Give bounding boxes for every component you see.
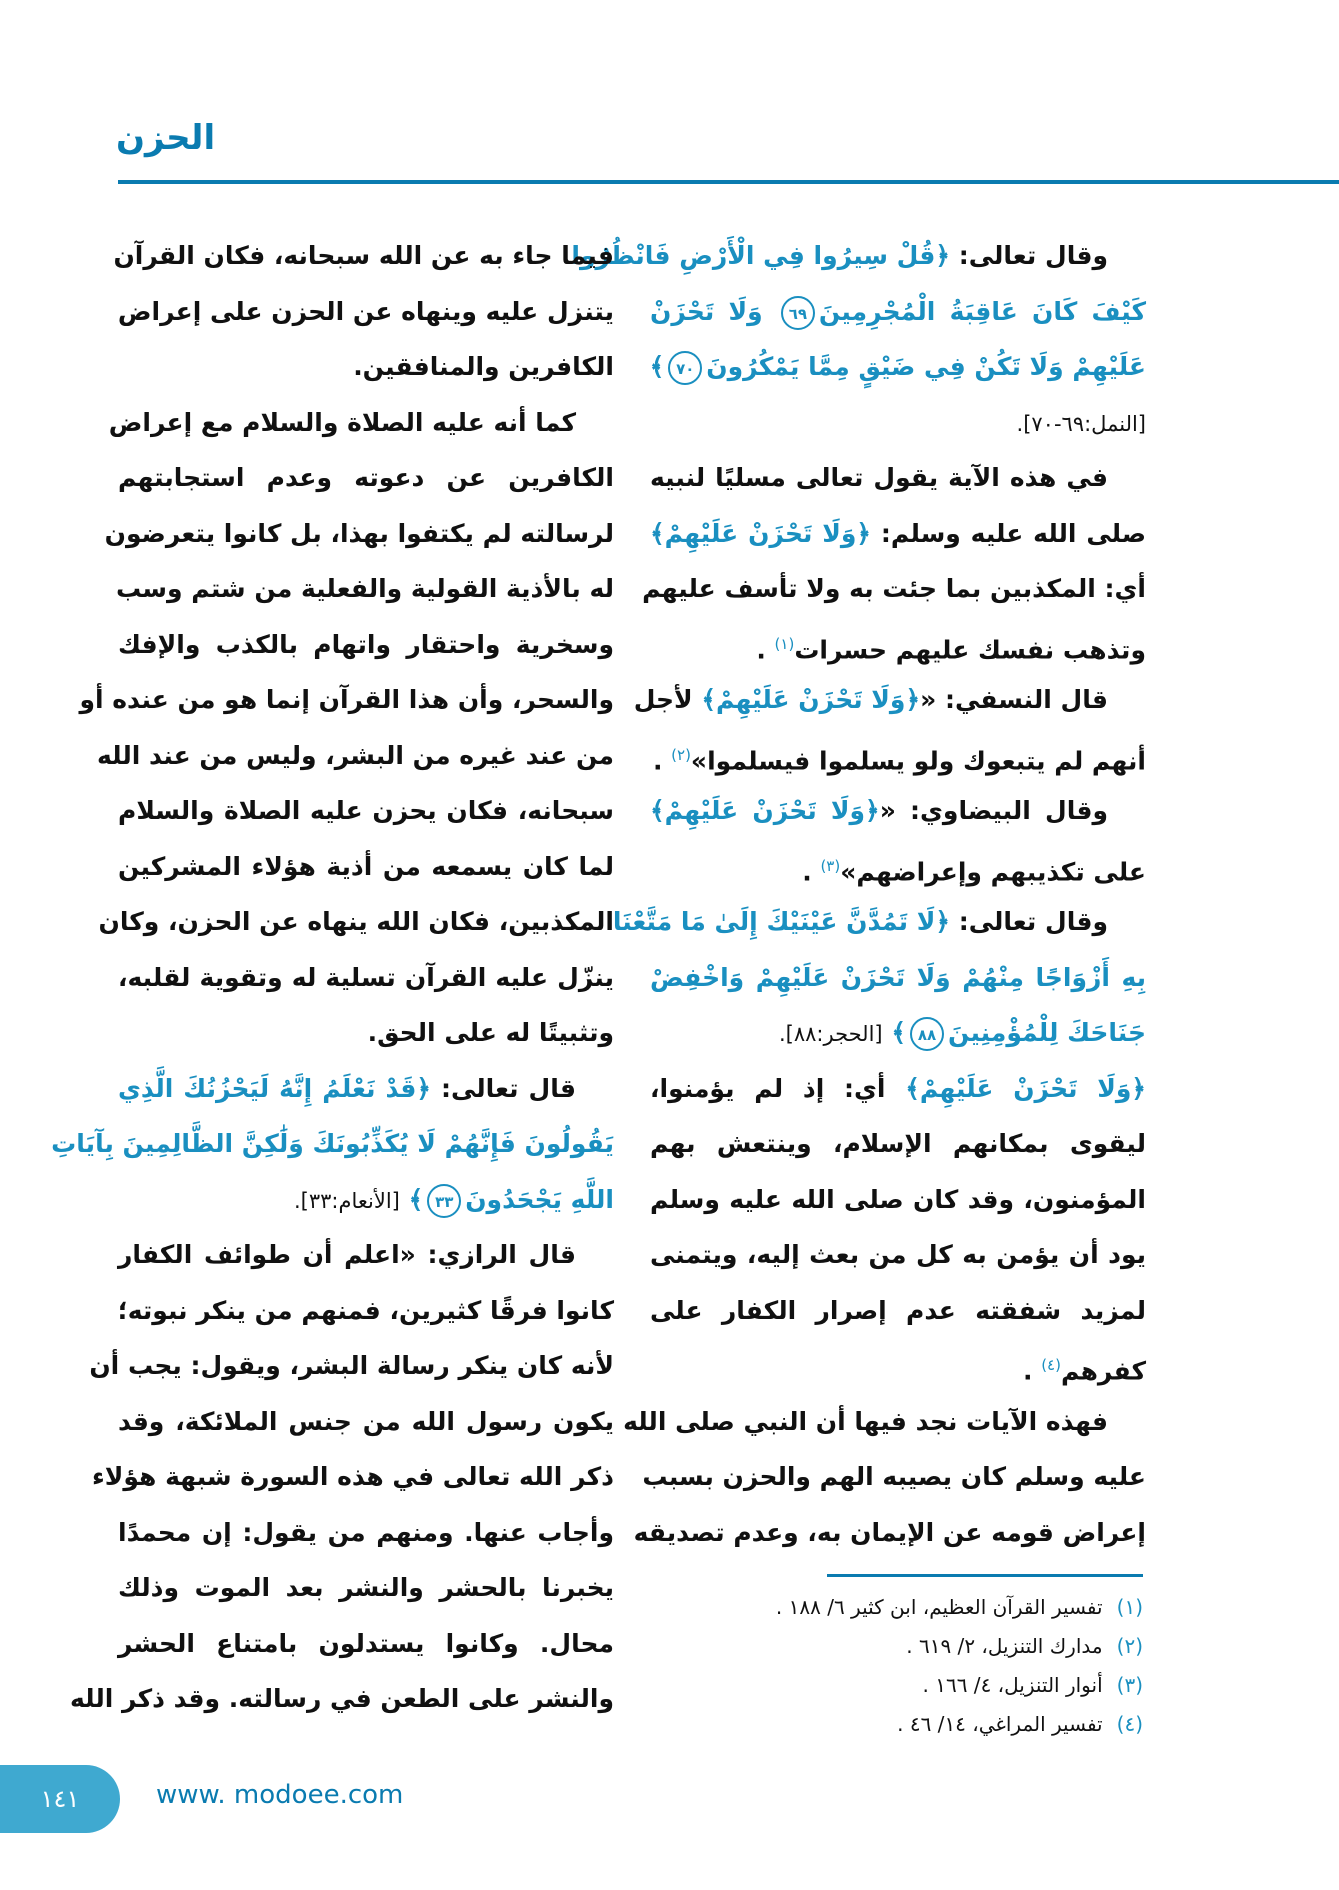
body-text: كانوا فرقًا كثيرين، فمنهم من ينكر نبوته؛ bbox=[117, 1295, 614, 1325]
chapter-title: الحزن bbox=[116, 118, 216, 158]
text-line bbox=[118, 783, 614, 839]
body-text: المؤمنون، وقد كان صلى الله عليه وسلم bbox=[650, 1184, 1146, 1214]
text-line bbox=[96, 728, 614, 784]
text-line bbox=[623, 1394, 1146, 1450]
body-text: لمزيد شفقته عدم إصرار الكفار على bbox=[650, 1295, 1146, 1325]
quran-verse: ﴿لَا تَمُدَّنَّ عَيْنَيْكَ إِلَىٰ مَا مَتَّعْنَا bbox=[612, 907, 951, 936]
body-text: ينزّل عليه القرآن تسلية له وتقوية لقلبه، bbox=[118, 962, 614, 992]
body-text: لأنه كان ينكر رسالة البشر، ويقول: يجب أن bbox=[89, 1351, 614, 1380]
body-text: يخبرنا بالحشر والنشر بعد الموت وذلك bbox=[118, 1573, 614, 1602]
text-line bbox=[642, 561, 1146, 617]
body-text: وقال تعالى: bbox=[950, 241, 1108, 270]
body-text: وأجاب عنها. ومنهم من يقول: إن محمدًا bbox=[118, 1517, 614, 1547]
text-line bbox=[118, 339, 614, 395]
quran-verse: ﴿وَلَا تَحْزَنْ عَلَيْهِمْ﴾ bbox=[650, 796, 880, 825]
body-text: له بالأذية القولية والفعلية من شتم وسب bbox=[115, 574, 614, 603]
verse-citation: [الأنعام:٣٣]. bbox=[293, 1188, 400, 1213]
text-line bbox=[118, 1616, 614, 1672]
body-text: محال. وكانوا يستدلون بامتناع الحشر bbox=[118, 1628, 614, 1658]
body-text: في هذه الآية يقول تعالى مسليًا لنبيه bbox=[650, 463, 1108, 492]
text-line bbox=[118, 1061, 614, 1117]
body-text: كما أنه عليه الصلاة والسلام مع إعراض bbox=[108, 407, 576, 437]
quran-verse: بِهِ أَزْوَاجًا مِنْهُمْ وَلَا تَحْزَنْ عَلَيْهِمْ وَاخْفِضْ bbox=[650, 962, 1146, 992]
body-text: يود أن يؤمن به كل من بعث إليه، ويتمنى bbox=[650, 1240, 1146, 1269]
text-line bbox=[633, 1505, 1146, 1561]
footnote-number: (٤) bbox=[1116, 1712, 1143, 1736]
text-line bbox=[118, 1505, 614, 1561]
text-line bbox=[633, 672, 1146, 728]
body-text: كفرهم bbox=[1060, 1356, 1146, 1386]
text-line bbox=[650, 617, 1146, 673]
text-line bbox=[650, 1116, 1146, 1172]
footnote-number: (٣) bbox=[1116, 1673, 1143, 1697]
footnote-number: (٢) bbox=[1116, 1634, 1143, 1658]
verse-citation: [النمل:٦٩-٧٠]. bbox=[1016, 411, 1146, 436]
body-text: قال الرازي: «اعلم أن طوائف الكفار bbox=[118, 1240, 576, 1269]
body-text: أي: المكذبين بما جئت به ولا تأسف عليهم bbox=[642, 574, 1146, 603]
text-line bbox=[118, 1394, 614, 1450]
text-line bbox=[98, 894, 614, 950]
text-line bbox=[650, 284, 1146, 340]
text-line bbox=[118, 284, 614, 340]
quran-verse: يَقُولُونَ فَإِنَّهُمْ لَا يُكَذِّبُونَكَ وَلَٰكِنَّ الظَّالِمِينَ بِآيَاتِ bbox=[51, 1129, 614, 1158]
body-text: لما كان يسمعه من أذية هؤلاء المشركين bbox=[118, 851, 614, 881]
body-text: لأجل bbox=[633, 685, 702, 714]
body-text: وقال البيضاوي: « bbox=[879, 796, 1108, 825]
footnote-number: (١) bbox=[1116, 1595, 1143, 1619]
quran-verse: عَلَيْهِمْ وَلَا تَكُنْ فِي ضَيْقٍ مِمَّا يَمْكُرُونَ bbox=[706, 352, 1146, 381]
text-line bbox=[650, 339, 1146, 395]
text-line bbox=[650, 1172, 1146, 1228]
text-line bbox=[650, 506, 1146, 562]
text-line bbox=[571, 228, 1146, 284]
footnote-rule bbox=[827, 1574, 1143, 1577]
body-text: المكذبين، فكان الله ينهاه عن الحزن، وكان bbox=[98, 907, 614, 936]
text-line bbox=[650, 728, 1146, 784]
page-number-badge: ١٤١ bbox=[0, 1765, 120, 1833]
text-line bbox=[118, 1005, 614, 1061]
body-text: يكون رسول الله من جنس الملائكة، وقد bbox=[118, 1406, 614, 1436]
body-text: فيما جاء به عن الله سبحانه، فكان القرآن bbox=[113, 241, 614, 270]
text-line bbox=[118, 1172, 614, 1228]
body-text: والسحر، وأن هذا القرآن إنما هو من عنده أو bbox=[79, 685, 614, 714]
right-text-column bbox=[571, 228, 1147, 1560]
body-text: لرسالته لم يكتفوا بهذا، بل كانوا يتعرضون bbox=[104, 518, 614, 548]
ayah-number-marker: ٦٩ bbox=[781, 296, 815, 330]
text-line bbox=[650, 395, 1146, 451]
text-line bbox=[650, 1227, 1146, 1283]
footnote-ref[interactable]: (٣) bbox=[820, 856, 841, 875]
footnote-ref[interactable]: (٢) bbox=[671, 745, 691, 764]
footnote-text: أنوار التنزيل، ٤/ ١٦٦ . bbox=[922, 1673, 1103, 1697]
quran-verse: ﴿وَلَا تَحْزَنْ عَلَيْهِمْ﴾ bbox=[650, 518, 872, 548]
text-line bbox=[650, 450, 1146, 506]
text-line bbox=[70, 1671, 614, 1727]
text-line bbox=[118, 1560, 614, 1616]
text-line bbox=[118, 950, 614, 1006]
body-text: على تكذيبهم وإعراضهم» bbox=[840, 856, 1146, 886]
body-text: أي: إذ لم يؤمنوا، bbox=[650, 1073, 906, 1103]
body-text: الكافرين عن دعوته وعدم استجابتهم bbox=[118, 463, 614, 492]
text-line bbox=[650, 839, 1146, 895]
text-line bbox=[650, 1005, 1146, 1061]
body-text: إعراض قومه عن الإيمان به، وعدم تصديقه bbox=[633, 1517, 1146, 1547]
body-text: وتثبيتًا له على الحق. bbox=[367, 1018, 614, 1047]
body-text: ذكر الله تعالى في هذه السورة شبهة هؤلاء bbox=[91, 1462, 614, 1491]
footnote bbox=[650, 1627, 1143, 1666]
text-line bbox=[650, 950, 1146, 1006]
text-line bbox=[51, 1116, 614, 1172]
body-text: أنهم لم يتبعوك ولو يسلموا فيسلموا» bbox=[690, 745, 1146, 775]
footnote bbox=[650, 1666, 1143, 1705]
body-text: وتذهب نفسك عليهم حسرات bbox=[794, 634, 1146, 664]
ayah-number-marker: ٣٣ bbox=[427, 1184, 461, 1218]
body-text: الكافرين والمنافقين. bbox=[353, 352, 614, 381]
text-line bbox=[650, 1283, 1146, 1339]
body-text: قال النسفي: « bbox=[920, 685, 1108, 714]
body-text: قال تعالى: bbox=[431, 1073, 576, 1103]
body-text: من عند غيره من البشر، وليس من عند الله bbox=[96, 740, 614, 770]
body-text: والنشر على الطعن في رسالته. وقد ذكر الله bbox=[70, 1684, 614, 1713]
text-line bbox=[108, 395, 614, 451]
text-line bbox=[118, 617, 614, 673]
quran-verse: اللَّهِ يَجْحَدُونَ bbox=[465, 1184, 614, 1214]
footnote-text: مدارك التنزيل، ٢/ ٦١٩ . bbox=[906, 1634, 1103, 1658]
text-line bbox=[104, 506, 614, 562]
footnote-text: تفسير القرآن العظيم، ابن كثير ٦/ ١٨٨ . bbox=[775, 1595, 1103, 1619]
quran-verse: ﴾ bbox=[399, 1184, 424, 1214]
footnotes bbox=[650, 1588, 1143, 1744]
text-line bbox=[118, 450, 614, 506]
footnote-ref[interactable]: (٤) bbox=[1041, 1356, 1061, 1374]
quran-verse: ﴿قُلْ سِيرُوا فِي الْأَرْضِ فَانْظُرُوا bbox=[571, 241, 951, 270]
website-link[interactable]: www. modoee.com bbox=[156, 1780, 404, 1810]
header-rule bbox=[118, 180, 1339, 184]
text-line bbox=[612, 894, 1146, 950]
text-line bbox=[650, 1061, 1146, 1117]
body-text: . bbox=[756, 634, 775, 664]
footnote bbox=[650, 1705, 1143, 1744]
body-text: ليقوى بمكانهم الإسلام، وينتعش بهم bbox=[650, 1129, 1146, 1158]
text-line bbox=[115, 561, 614, 617]
text-line bbox=[118, 1227, 614, 1283]
text-line bbox=[118, 839, 614, 895]
left-text-column bbox=[51, 228, 614, 1727]
footnote-text: تفسير المراغي، ١٤/ ٤٦ . bbox=[897, 1712, 1103, 1736]
quran-verse: ﴿وَلَا تَحْزَنْ عَلَيْهِمْ﴾ bbox=[905, 1073, 1147, 1103]
quran-verse: ﴿وَلَا تَحْزَنْ عَلَيْهِمْ﴾ bbox=[701, 685, 921, 714]
ayah-number-marker: ٨٨ bbox=[910, 1017, 944, 1051]
text-line bbox=[79, 672, 614, 728]
quran-verse: ﴾ bbox=[882, 1018, 906, 1047]
body-text: يتنزل عليه وينهاه عن الحزن على إعراض bbox=[117, 296, 614, 326]
text-line bbox=[650, 1338, 1146, 1394]
body-text: وقال تعالى: bbox=[950, 907, 1108, 936]
footnote-ref[interactable]: (١) bbox=[774, 634, 795, 653]
body-text: سبحانه، فكان يحزن عليه الصلاة والسلام bbox=[118, 796, 614, 825]
quran-verse: جَنَاحَكَ لِلْمُؤْمِنِينَ bbox=[947, 1018, 1146, 1047]
text-line bbox=[91, 1449, 614, 1505]
text-line bbox=[650, 783, 1146, 839]
quran-verse: كَيْفَ كَانَ عَاقِبَةُ الْمُجْرِمِينَ bbox=[818, 296, 1146, 326]
verse-citation: [الحجر:٨٨]. bbox=[778, 1022, 883, 1046]
body-text: . bbox=[1022, 1356, 1042, 1386]
body-text: . bbox=[652, 745, 672, 775]
text-line bbox=[642, 1449, 1146, 1505]
body-text: صلى الله عليه وسلم: bbox=[871, 518, 1147, 548]
quran-verse: ﴿قَدْ نَعْلَمُ إِنَّهُ لَيَحْزُنُكَ الَّذِي bbox=[118, 1073, 431, 1103]
ayah-number-marker: ٧٠ bbox=[668, 351, 702, 385]
quran-verse: وَلَا تَحْزَنْ bbox=[650, 296, 777, 326]
quran-verse: ﴾ bbox=[649, 352, 665, 381]
body-text: وسخرية واحتقار واتهام بالكذب والإفك bbox=[118, 629, 614, 659]
body-text: عليه وسلم كان يصيبه الهم والحزن بسبب bbox=[642, 1462, 1146, 1491]
body-text: . bbox=[802, 856, 821, 886]
text-line bbox=[113, 228, 614, 284]
footnote bbox=[650, 1588, 1143, 1627]
text-line bbox=[89, 1338, 614, 1394]
body-text: فهذه الآيات نجد فيها أن النبي صلى الله bbox=[623, 1406, 1108, 1436]
text-line bbox=[118, 1283, 614, 1339]
